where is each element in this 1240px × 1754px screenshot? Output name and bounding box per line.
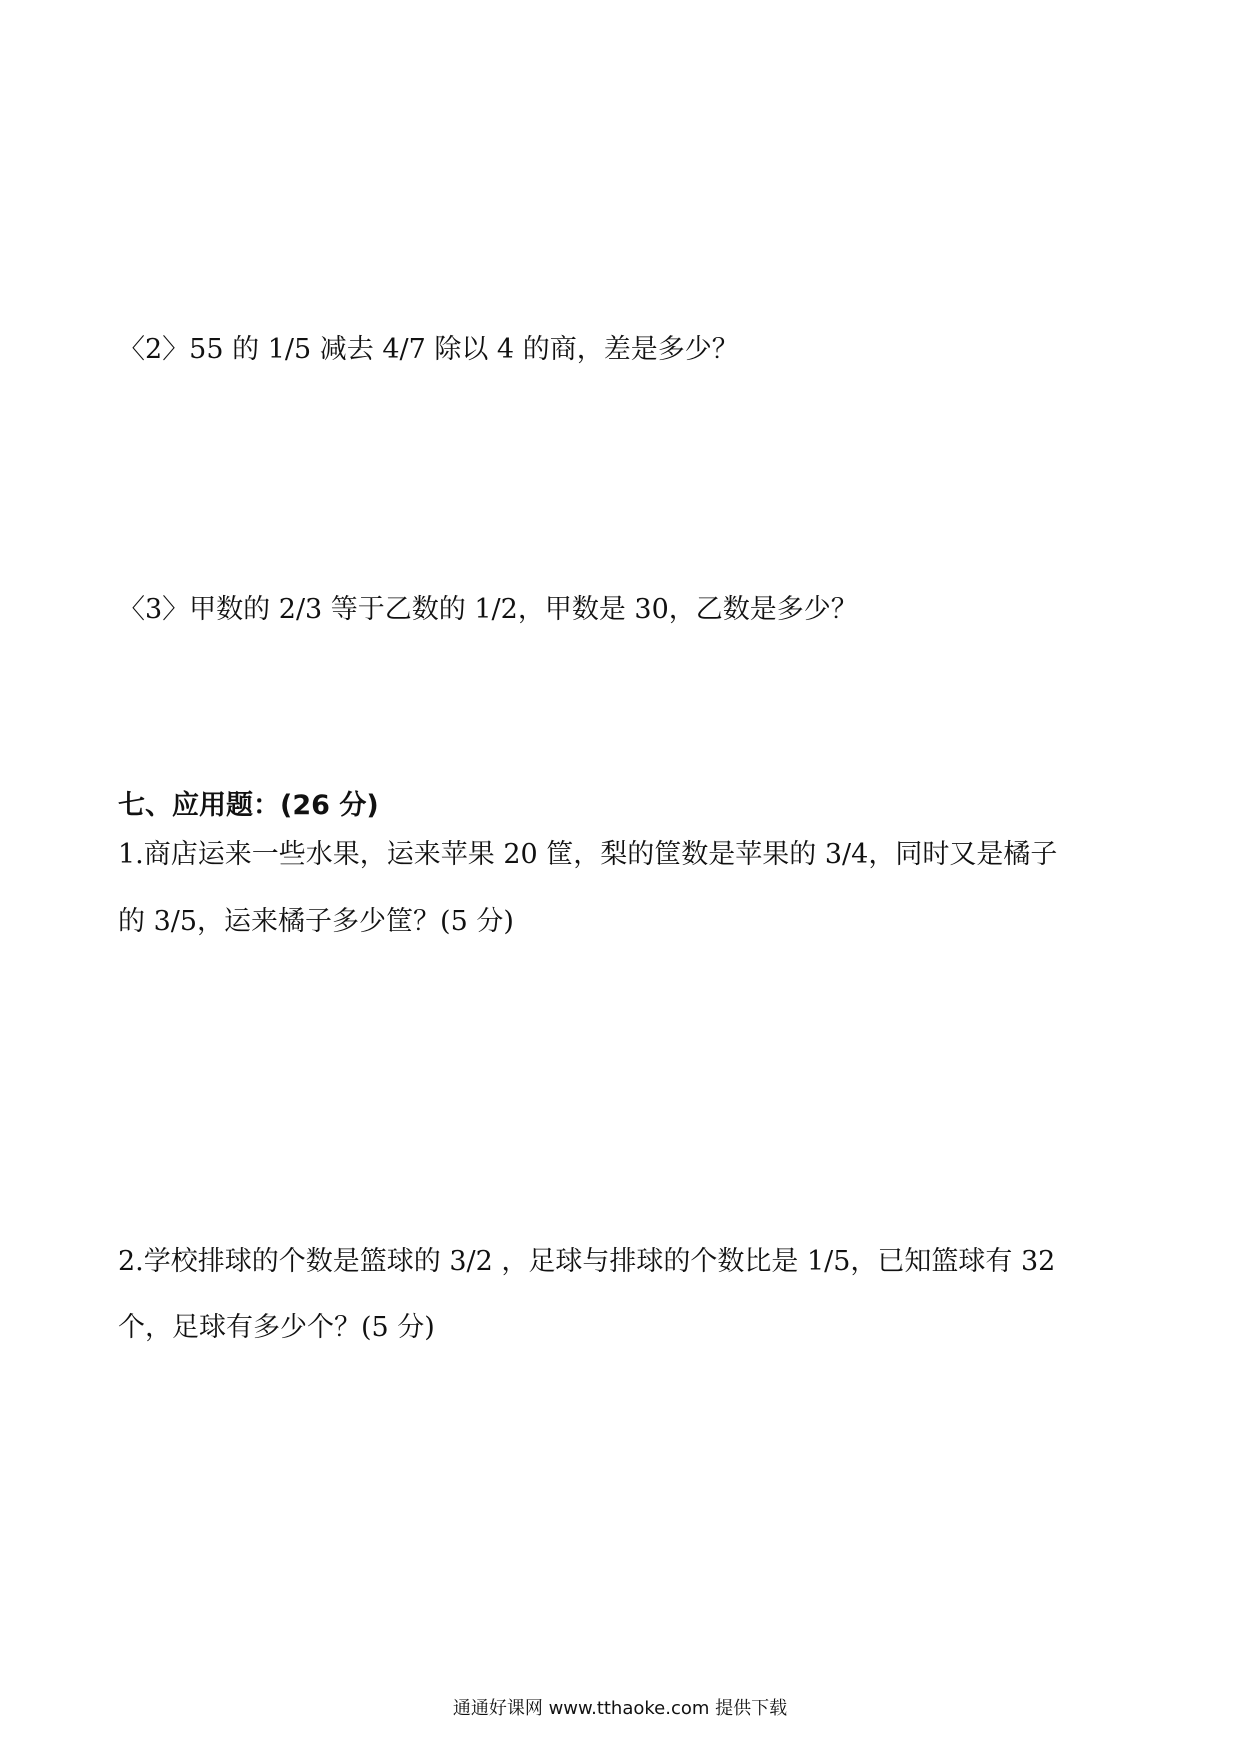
problem-1-line-2: 的 3/5，运来橘子多少筐？(5 分) [118,906,514,937]
problem-2-line-2: 个，足球有多少个？(5 分) [118,1312,435,1343]
problem-1-line-1: 1.商店运来一些水果，运来苹果 20 筐，梨的筐数是苹果的 3/4，同时又是橘子 [118,839,1058,870]
section-title: 七、应用题：(26 分) [118,790,379,821]
problem-2-line-1: 2.学校排球的个数是篮球的 3/2 ，足球与排球的个数比是 1/5，已知篮球有 32 [118,1246,1056,1277]
question-3: 〈3〉甲数的 2/3 等于乙数的 1/2，甲数是 30，乙数是多少？ [118,594,858,625]
footer-text: 通通好课网 www.tthaoke.com 提供下载 [452,1698,788,1719]
question-2: 〈2〉55 的 1/5 减去 4/7 除以 4 的商，差是多少？ [118,334,739,365]
